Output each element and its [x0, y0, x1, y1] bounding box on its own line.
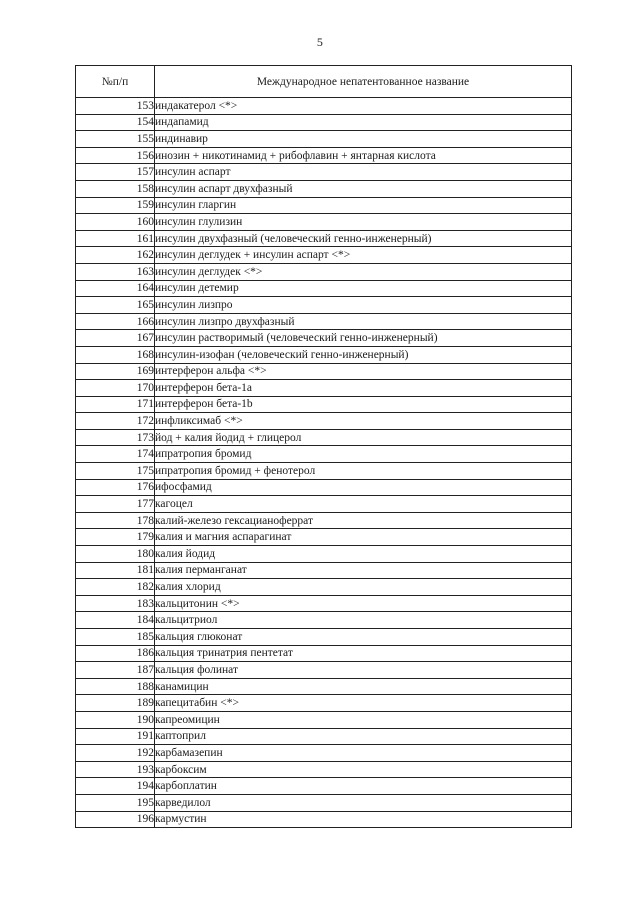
table-row	[76, 263, 572, 280]
row-number: 191	[76, 728, 155, 745]
drug-name: карбоплатин	[155, 778, 572, 795]
table-row	[76, 346, 572, 363]
drug-name: инсулин глулизин	[155, 214, 572, 231]
table-body	[76, 98, 572, 828]
drug-name: инозин + никотинамид + рибофлавин + янтарная кислота	[155, 147, 572, 164]
drug-name: кагоцел	[155, 496, 572, 513]
drug-name: инсулин аспарт	[155, 164, 572, 181]
drug-name: карбамазепин	[155, 745, 572, 762]
table-row	[76, 728, 572, 745]
row-number: 184	[76, 612, 155, 629]
table-row	[76, 512, 572, 529]
row-number: 194	[76, 778, 155, 795]
page-number: 5	[316, 35, 324, 49]
row-number: 196	[76, 811, 155, 828]
table-row	[76, 811, 572, 828]
drug-name: калий-железо гексацианоферрат	[155, 512, 572, 529]
table-row	[76, 297, 572, 314]
table-row	[76, 247, 572, 264]
table-row	[76, 612, 572, 629]
table-row	[76, 778, 572, 795]
drug-name: калия перманганат	[155, 562, 572, 579]
drug-name: кармустин	[155, 811, 572, 828]
table-row	[76, 180, 572, 197]
table-row	[76, 711, 572, 728]
row-number: 190	[76, 711, 155, 728]
drug-name: кальция глюконат	[155, 629, 572, 646]
drug-name: интерферон альфа <*>	[155, 363, 572, 380]
drug-name: кальцитонин <*>	[155, 595, 572, 612]
row-number: 176	[76, 479, 155, 496]
row-number: 171	[76, 396, 155, 413]
row-number: 165	[76, 297, 155, 314]
row-number: 167	[76, 330, 155, 347]
drug-name: инсулин двухфазный (человеческий генно-инженерный)	[155, 230, 572, 247]
table-row	[76, 98, 572, 115]
table-row	[76, 695, 572, 712]
header-number: №п/п	[76, 66, 155, 98]
row-number: 189	[76, 695, 155, 712]
row-number: 186	[76, 645, 155, 662]
table-row	[76, 479, 572, 496]
row-number: 192	[76, 745, 155, 762]
table-row	[76, 662, 572, 679]
row-number: 187	[76, 662, 155, 679]
table-row	[76, 380, 572, 397]
table-row	[76, 562, 572, 579]
row-number: 164	[76, 280, 155, 297]
row-number: 179	[76, 529, 155, 546]
row-number: 160	[76, 214, 155, 231]
row-number: 169	[76, 363, 155, 380]
drug-name: калия хлорид	[155, 579, 572, 596]
drug-name: инсулин деглудек <*>	[155, 263, 572, 280]
drug-name: интерферон бета-1а	[155, 380, 572, 397]
table-row	[76, 313, 572, 330]
header-name: Международное непатентованное название	[155, 66, 572, 98]
row-number: 158	[76, 180, 155, 197]
table-row	[76, 214, 572, 231]
drug-name: каптоприл	[155, 728, 572, 745]
inn-table	[75, 65, 572, 828]
table-row	[76, 745, 572, 762]
row-number: 157	[76, 164, 155, 181]
table-row	[76, 147, 572, 164]
drug-name: йод + калия йодид + глицерол	[155, 429, 572, 446]
drug-name: кальцитриол	[155, 612, 572, 629]
row-number: 159	[76, 197, 155, 214]
drug-name: кальция фолинат	[155, 662, 572, 679]
row-number: 168	[76, 346, 155, 363]
row-number: 170	[76, 380, 155, 397]
table-row	[76, 794, 572, 811]
table-row	[76, 546, 572, 563]
row-number: 174	[76, 446, 155, 463]
row-number: 155	[76, 131, 155, 148]
drug-name: инсулин гларгин	[155, 197, 572, 214]
row-number: 177	[76, 496, 155, 513]
table-row	[76, 446, 572, 463]
table-row	[76, 761, 572, 778]
table-row	[76, 413, 572, 430]
drug-name: карбоксим	[155, 761, 572, 778]
header-row	[76, 66, 572, 98]
drug-name: инсулин детемир	[155, 280, 572, 297]
drug-name: инсулин-изофан (человеческий генно-инженерный)	[155, 346, 572, 363]
table-row	[76, 429, 572, 446]
row-number: 195	[76, 794, 155, 811]
table-row	[76, 230, 572, 247]
table-row	[76, 629, 572, 646]
table-row	[76, 131, 572, 148]
table-row	[76, 595, 572, 612]
table-row	[76, 114, 572, 131]
table-row	[76, 164, 572, 181]
table-row	[76, 396, 572, 413]
drug-name: инсулин лизпро	[155, 297, 572, 314]
row-number: 163	[76, 263, 155, 280]
row-number: 162	[76, 247, 155, 264]
drug-name: кальция тринатрия пентетат	[155, 645, 572, 662]
table-header	[76, 66, 572, 98]
drug-name: ипратропия бромид	[155, 446, 572, 463]
row-number: 185	[76, 629, 155, 646]
table-row	[76, 363, 572, 380]
drug-name: интерферон бета-1b	[155, 396, 572, 413]
drug-name: инсулин лизпро двухфазный	[155, 313, 572, 330]
table-row	[76, 463, 572, 480]
table-row	[76, 280, 572, 297]
drug-name: инфликсимаб <*>	[155, 413, 572, 430]
drug-name: канамицин	[155, 678, 572, 695]
drug-name: калия йодид	[155, 546, 572, 563]
table-row	[76, 529, 572, 546]
row-number: 193	[76, 761, 155, 778]
drug-name: индинавир	[155, 131, 572, 148]
row-number: 175	[76, 463, 155, 480]
row-number: 173	[76, 429, 155, 446]
drug-name: ифосфамид	[155, 479, 572, 496]
drug-name: капецитабин <*>	[155, 695, 572, 712]
drug-name: инсулин растворимый (человеческий генно-инженерный)	[155, 330, 572, 347]
row-number: 166	[76, 313, 155, 330]
row-number: 161	[76, 230, 155, 247]
row-number: 153	[76, 98, 155, 115]
row-number: 178	[76, 512, 155, 529]
drug-name: ипратропия бромид + фенотерол	[155, 463, 572, 480]
row-number: 183	[76, 595, 155, 612]
drug-name: индакатерол <*>	[155, 98, 572, 115]
row-number: 188	[76, 678, 155, 695]
drug-name: капреомицин	[155, 711, 572, 728]
drug-name: индапамид	[155, 114, 572, 131]
table-row	[76, 579, 572, 596]
table-row	[76, 197, 572, 214]
row-number: 180	[76, 546, 155, 563]
row-number: 154	[76, 114, 155, 131]
drug-name: инсулин деглудек + инсулин аспарт <*>	[155, 247, 572, 264]
row-number: 181	[76, 562, 155, 579]
table-row	[76, 496, 572, 513]
table-row	[76, 330, 572, 347]
drug-name: калия и магния аспарагинат	[155, 529, 572, 546]
row-number: 172	[76, 413, 155, 430]
row-number: 182	[76, 579, 155, 596]
table-row	[76, 678, 572, 695]
table-row	[76, 645, 572, 662]
row-number: 156	[76, 147, 155, 164]
drug-name: карведилол	[155, 794, 572, 811]
drug-name: инсулин аспарт двухфазный	[155, 180, 572, 197]
